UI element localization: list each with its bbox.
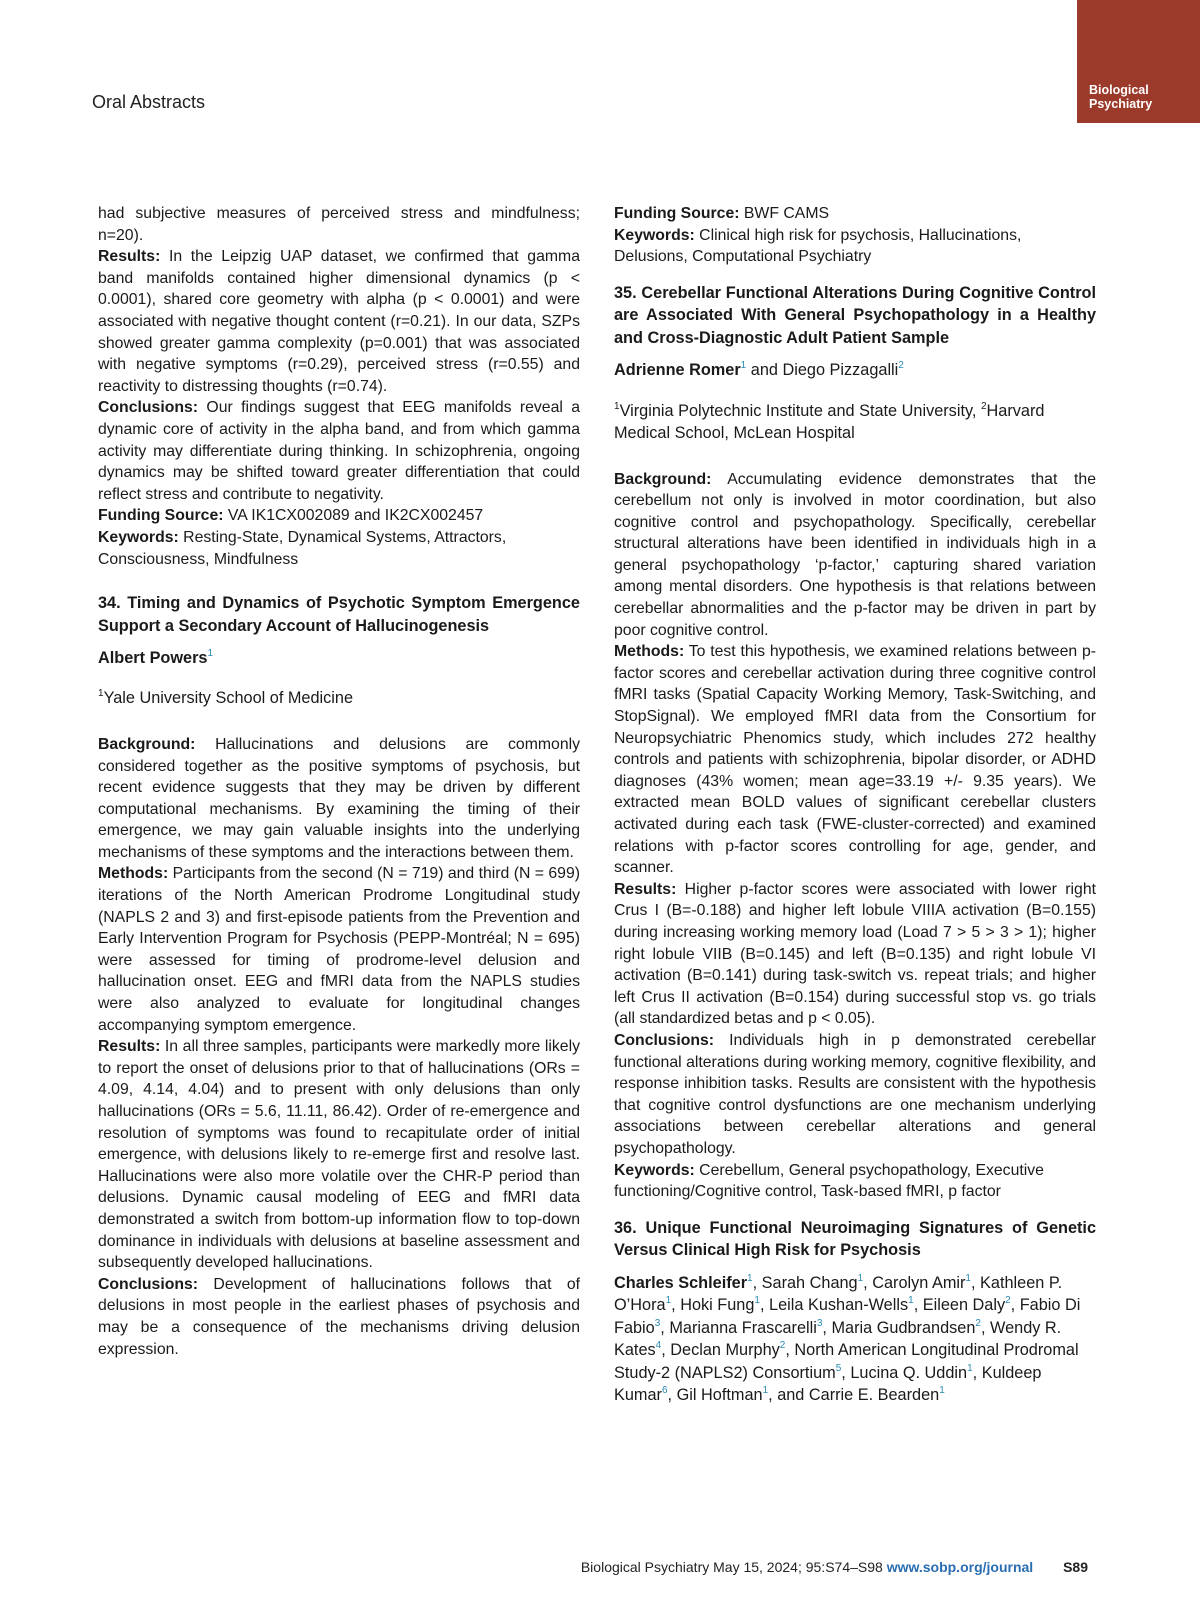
author-name: Hoki Fung [680,1296,755,1314]
funding-text: BWF CAMS [743,205,830,222]
author-affiliation-marker: 1 [747,1272,753,1284]
section-title: Oral Abstracts [92,92,206,112]
affiliation-marker: 2 [980,400,987,412]
affiliation-marker: 1 [98,688,104,700]
results-text: Higher p-factor scores were associated with lower right Crus I (B=-0.188) and higher left lobule VIIIA activation (B=0.155) during increasing working memory load (Load 7 > 5 > 3 > 1); higher right lobule VIIB (B=0.145) and left (B=0.135) and right lobule VI activation (B=0.141) during task-switch vs. repeat trials; and higher left Crus II activation (B=0.154) during successful stop vs. go trials (all standardized betas and p < 0.05). [614,880,1096,1028]
abstract-35-background [614,469,1096,642]
left-column [98,203,580,1360]
keywords-paragraph [98,527,580,570]
author-name: Maria Gudbrandsen [831,1318,976,1337]
author-affiliation-marker: 1 [965,1272,971,1284]
abstract-34-methods [98,863,580,1036]
abstract-34-affiliation [98,687,580,710]
right-column [614,203,1096,1407]
author-affiliation-marker: 1 [967,1362,973,1374]
keywords-text: Clinical high risk for psychosis, Hallucinations, Delusions, Computational Psychiatry [614,226,1022,266]
author-name: Adrienne Romer [614,361,741,379]
author-affiliation-marker: 2 [779,1340,786,1351]
author-affiliation-marker: 6 [661,1385,668,1396]
abstract-35-results [614,879,1096,1030]
journal-brand [1077,0,1200,123]
page-number: S89 [1063,1559,1088,1575]
author-affiliation-marker: 4 [655,1340,662,1351]
author-name: Gil Hoftman [676,1386,763,1404]
abstract-35-title: 35. Cerebellar Functional Alterations During Cognitive Control are Associated With General Psychopathology in a Healthy and Cross-Diagnostic Adult Patient Sample [614,283,1096,347]
results-paragraph [98,246,580,397]
conclusions-text: Our findings suggest that EEG manifolds reveal a dynamic core of activity in the alpha band, and from which gamma activity may differentiate during thinking. In schizophrenia, ongoing dynamics may be shifted toward greater differentiation that could reflect stress and contribute to negativity. [98,399,580,503]
author-name: Leila Kushan-Wells [769,1296,909,1314]
conclusions-text: Development of hallucinations follows that of delusions in most people in the earliest phases of psychosis and may be a consequence of the mechanisms driving delusion expression. [98,1275,580,1358]
conclusions-text: Individuals high in p demonstrated cerebellar functional alterations during working memory, cognitive flexibility, and response inhibition tasks. Results are consistent with the hypothesis that cognitive control dysfunctions are one mechanism underlying associations between cerebellar alterations and general psychopathology. [614,1031,1097,1157]
keywords-paragraph [614,225,1096,268]
methods-label: Methods: [98,865,169,883]
keywords-label: Keywords: [614,226,695,244]
keywords-label: Keywords: [614,1161,695,1179]
author-affiliation-marker: 1 [207,647,214,659]
author-affiliation-marker: 3 [816,1317,823,1329]
abstract-35-methods [614,641,1096,879]
brand-line-1: Biological [1089,83,1149,97]
author-name: North American Longitudinal Prodromal Study-2 (NAPLS2) Consortium [614,1341,1079,1382]
author-affiliation-marker: 2 [975,1317,981,1329]
abstract-35-authors [614,359,1096,382]
author-affiliation-marker: 2 [1005,1295,1011,1306]
funding-paragraph [98,505,580,527]
author-name: Declan Murphy [670,1341,780,1359]
keywords-label: Keywords: [98,528,179,546]
author-name: Wendy R. Kates [614,1318,1062,1359]
author-name: and Carrie E. Bearden [777,1386,940,1404]
author-name: and Diego Pizzagalli [750,361,899,379]
author-affiliation-marker: 1 [754,1295,760,1306]
author-affiliation-marker: 2 [898,360,904,371]
abstract-34-results [98,1036,580,1274]
author-affiliation-marker: 1 [857,1272,864,1284]
results-text: In the Leipzig UAP dataset, we confirmed that gamma band manifolds contained higher dimensional dynamics (p < 0.0001), shared core geometry with alpha (p < 0.0001) and were associated with negative thought content (r=0.21). In our data, SZPs showed greater gamma complexity (p=0.001) that was associated with negative symptoms (r=0.29), perceived stress (r=0.55) and reactivity to distressing thoughts (r=0.74). [98,248,580,395]
affiliation-marker: 1 [614,400,620,412]
funding-label: Funding Source: [614,205,740,222]
keywords-text: Resting-State, Dynamical Systems, Attractors, Consciousness, Mindfulness [98,528,507,568]
author-name: Carolyn Amir [872,1273,966,1292]
background-label: Background: [614,470,712,488]
author-affiliation-marker: 1 [908,1295,914,1306]
results-label: Results: [98,248,161,266]
author-affiliation-marker: 1 [762,1385,769,1396]
conclusions-paragraph [98,397,580,505]
abstract-34-conclusions [98,1274,580,1360]
conclusions-label: Conclusions: [98,1275,199,1293]
author-affiliation-marker: 5 [835,1362,842,1374]
affiliation-text: Virginia Polytechnic Institute and State University, [619,401,977,420]
funding-label: Funding Source: [98,507,224,525]
affiliation-text: Harvard Medical School, McLean Hospital [614,401,1045,442]
author-name: Fabio Di Fabio [614,1296,1081,1337]
results-label: Results: [614,880,677,898]
author-name: Sarah Chang [761,1273,858,1292]
methods-text: Participants from the second (N = 719) and third (N = 699) iterations of the North American Prodrome Longitudinal study (NAPLS 2 and 3) and first-episode patients from the Prevention and Early Intervention Program for Psychosis (PEPP-Montréal; N = 695) were assessed for timing of prodrome-level delusion and hallucination onset. EEG and fMRI data from the NAPLS studies were also analyzed to evaluate for longitudinal changes accompanying symptom emergence. [98,865,581,1034]
author-name: Marianna Frascarelli [669,1318,817,1337]
author-name: Kuldeep Kumar [614,1363,1042,1404]
author-name: Charles Schleifer [614,1273,748,1292]
abstract-34-authors [98,647,580,670]
author-affiliation-marker: 1 [939,1385,945,1396]
methods-text: To test this hypothesis, we examined relations between p-factor scores and cerebellar activation during three cognitive control fMRI tasks (Spatial Capacity Working Memory, Task-Switching, and StopSignal). We employed fMRI data from the Consortium for Neuropsychiatric Phenomics study, which includes 272 healthy controls and patients with schizophrenia, bipolar disorder, or ADHD diagnoses (43% women; mean age=33.19 +/- 9.35 years). We extracted mean BOLD values of significant cerebellar clusters activated during each task (FWE-cluster-corrected) and examined relations with p-factor scores controlling for age, gender, and scanner. [614,643,1096,877]
intro-paragraph: had subjective measures of perceived stress and mindfulness; n=20). [98,205,580,244]
brand-line-2: Psychiatry [1089,97,1153,111]
conclusions-label: Conclusions: [614,1031,715,1049]
author-name: Lucina Q. Uddin [850,1363,968,1382]
background-label: Background: [98,735,196,753]
abstract-35-affiliations [614,400,1096,445]
abstract-36-authors: Charles Schleifer$^1$, Sarah Chang$^1$, Carolyn Amir$^1$, Kathleen P. O’Hora$^1$, Hoki Fung$^1$, Leila Kushan-Wells$^1$, Eileen Daly$^2$, Fabio Di Fabio$^3$, Marianna Frascarelli$^3$, Maria Gudbrandsen$^2$, Wendy R. Kates$^4$, Declan Murphy$^2$, North American Longitudinal Prodromal Study-2 (NAPLS2) Consortium$^5$, Lucina Q. Uddin$^1$, Kuldeep Kumar$^6$, Gil Hoftman$^1$, and Carrie E. Bearden$^1$ [614,1272,1081,1404]
abstract-34-background [98,734,580,864]
author-affiliation-marker: 1 [665,1295,672,1306]
author-affiliation-marker: 3 [654,1317,661,1329]
funding-text: VA IK1CX002089 and IK2CX002457 [227,507,484,525]
abstract-36-title: 36. Unique Functional Neuroimaging Signatures of Genetic Versus Clinical High Risk for Psychosis [614,1218,1096,1260]
background-text: Hallucinations and delusions are commonly considered together as the positive symptoms of psychosis, but recent evidence suggests that they may be driven by different computational mechanisms. By examining the timing of their emergence, we may gain valuable insights into the underlying mechanisms of these symptoms and the interactions between them. [98,735,581,861]
page-footer [581,1559,1088,1575]
abstract-35-conclusions [614,1030,1096,1160]
keywords-text: Cerebellum, General psychopathology, Executive functioning/Cognitive control, Task-based fMRI, p factor [614,1161,1044,1201]
funding-paragraph [614,203,1096,225]
affiliation-text: Yale University School of Medicine [103,689,354,708]
background-text: Accumulating evidence demonstrates that the cerebellum not only is involved in motor coordination, but also cognitive control and psychopathology. Specifically, cerebellar structural alterations have been identified in individuals high in a general psychopathology ‘p-factor,’ capturing shared variation among mental disorders. One hypothesis is that relations between cerebellar abnormalities and the p-factor may be driven in part by poor cognitive control. [614,470,1096,639]
journal-link[interactable]: www.sobp.org/journal [886,1559,1034,1575]
footer-citation: Biological Psychiatry May 15, 2024; 95:S74–S98 [580,1559,883,1575]
author-name: Albert Powers [98,648,208,667]
results-label: Results: [98,1038,161,1056]
methods-label: Methods: [614,643,685,661]
results-text: In all three samples, participants were markedly more likely to report the onset of delusions prior to that of hallucinations (ORs = 4.09, 4.14, 4.04) and to present with only delusions than only hallucinations (ORs = 5.6, 11.11, 86.42). Order of re-emergence and resolution of symptoms was found to recapitulate order of initial emergence, with delusions likely to re-emerge first and resolve last. Hallucinations were also more volatile over the CHR-P period than delusions. Dynamic causal modeling of EEG and fMRI data demonstrated a switch from bottom-up information flow to top-down dominance in individuals with delusions at baseline assessment and subsequently developed hallucinations. [98,1038,581,1272]
conclusions-label: Conclusions: [98,399,199,417]
abstract-35-keywords [614,1160,1096,1203]
author-affiliation-marker: 1 [740,360,747,371]
author-name: Kathleen P. O’Hora [614,1273,1063,1314]
abstract-34-title: 34. Timing and Dynamics of Psychotic Symptom Emergence Support a Secondary Account of Hallucinogenesis [98,594,580,635]
author-name: Eileen Daly [922,1296,1006,1314]
